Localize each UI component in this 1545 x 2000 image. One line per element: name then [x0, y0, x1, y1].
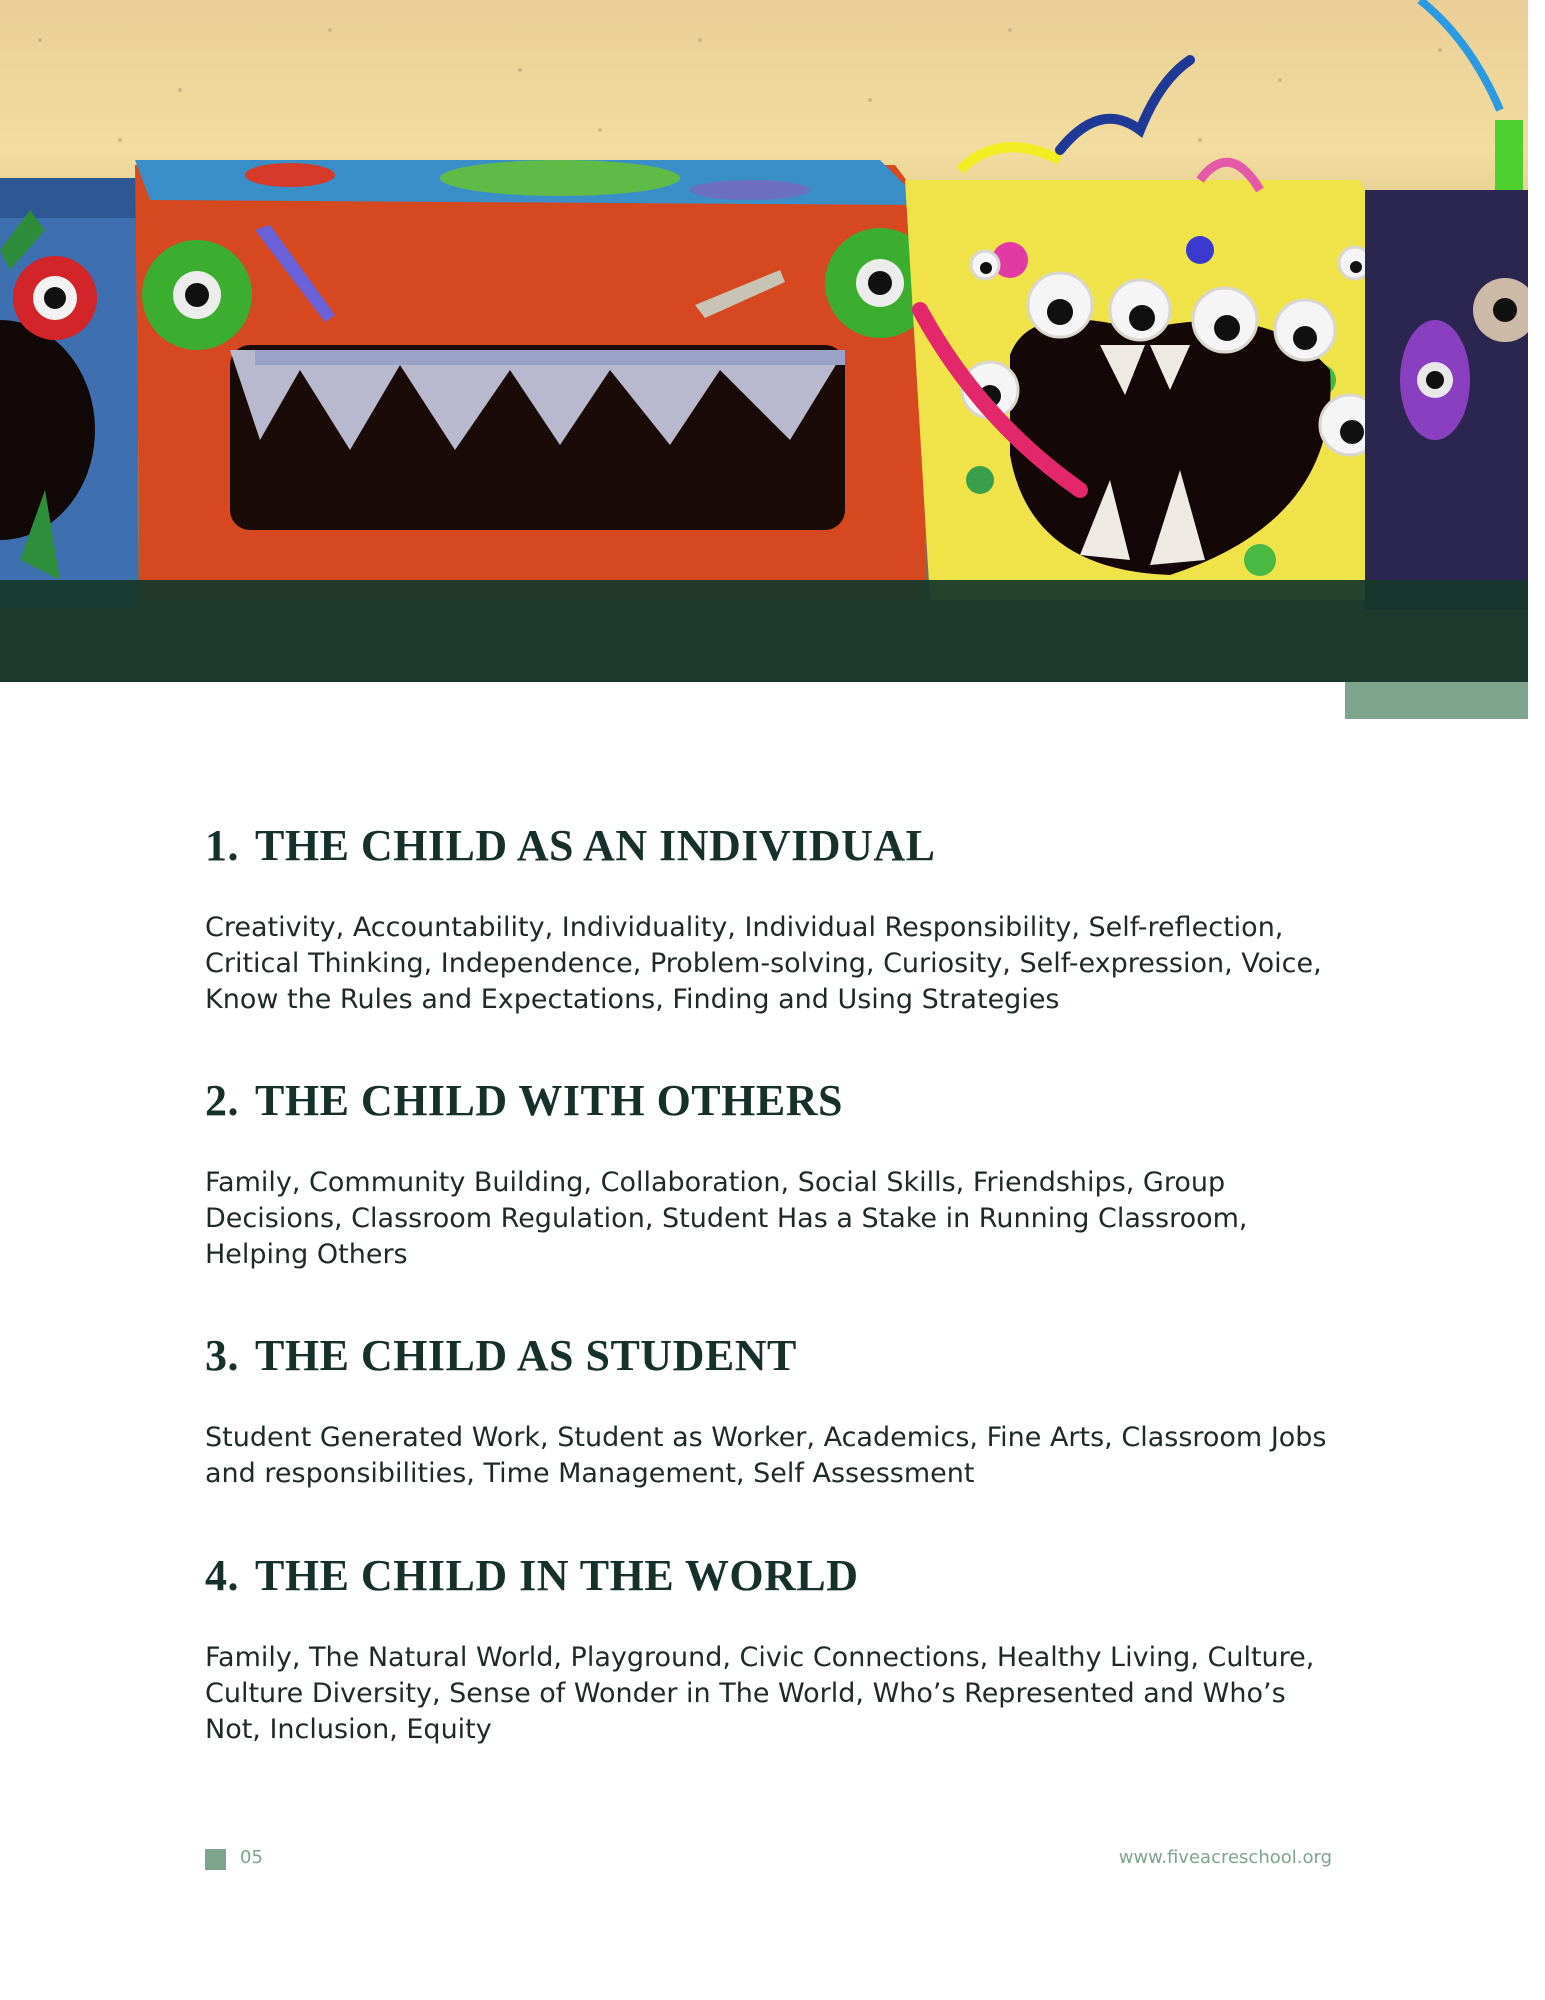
- section-number: 3.: [205, 1331, 239, 1380]
- hero-color-band: [0, 580, 1528, 682]
- section-child-in-the-world: [205, 1552, 1345, 1748]
- section-title: THE CHILD WITH OTHERS: [255, 1076, 843, 1125]
- section-heading: [205, 822, 1345, 870]
- section-child-with-others: [205, 1077, 1345, 1273]
- hero-photo: [0, 0, 1528, 682]
- section-number: 1.: [205, 821, 239, 870]
- accent-block: [1345, 682, 1528, 719]
- section-title: THE CHILD IN THE WORLD: [255, 1551, 859, 1600]
- section-child-as-individual: [205, 822, 1345, 1018]
- section-body: Family, Community Building, Collaboration, Social Skills, Friendships, Group Decisions, Classroom Regulation, Student Has a Stake in Running Classroom, Helping Others: [205, 1167, 1248, 1271]
- yellow-monster-box: [905, 60, 1380, 600]
- section-number: 4.: [205, 1551, 239, 1600]
- section-number: 2.: [205, 1076, 239, 1125]
- website-link[interactable]: www.fiveacreschool.org: [1118, 1847, 1332, 1868]
- footer-marker: [205, 1849, 226, 1870]
- orange-monster-box: [135, 160, 935, 600]
- section-body: Family, The Natural World, Playground, Civic Connections, Healthy Living, Culture, Culture Diversity, Sense of Wonder in The World, Who’s Represented and Who’s Not, Inclusion, Equity: [205, 1642, 1315, 1746]
- section-body: Creativity, Accountability, Individuality, Individual Responsibility, Self-reflection, Critical Thinking, Independence, Problem-solving, Curiosity, Self-expression, Voice, Know the Rules and Expectations, Finding and Using Strategies: [205, 912, 1322, 1016]
- section-title: THE CHILD AS AN INDIVIDUAL: [255, 821, 936, 870]
- purple-monster-box: [1365, 0, 1528, 610]
- section-heading: [205, 1552, 1345, 1600]
- section-title: THE CHILD AS STUDENT: [255, 1331, 797, 1380]
- page-number: 05: [240, 1847, 263, 1868]
- section-body: Student Generated Work, Student as Worker, Academics, Fine Arts, Classroom Jobs and responsibilities, Time Management, Self Assessment: [205, 1422, 1327, 1490]
- section-child-as-student: [205, 1332, 1345, 1492]
- section-heading: [205, 1077, 1345, 1125]
- blue-monster-box: [0, 178, 138, 608]
- section-heading: [205, 1332, 1345, 1380]
